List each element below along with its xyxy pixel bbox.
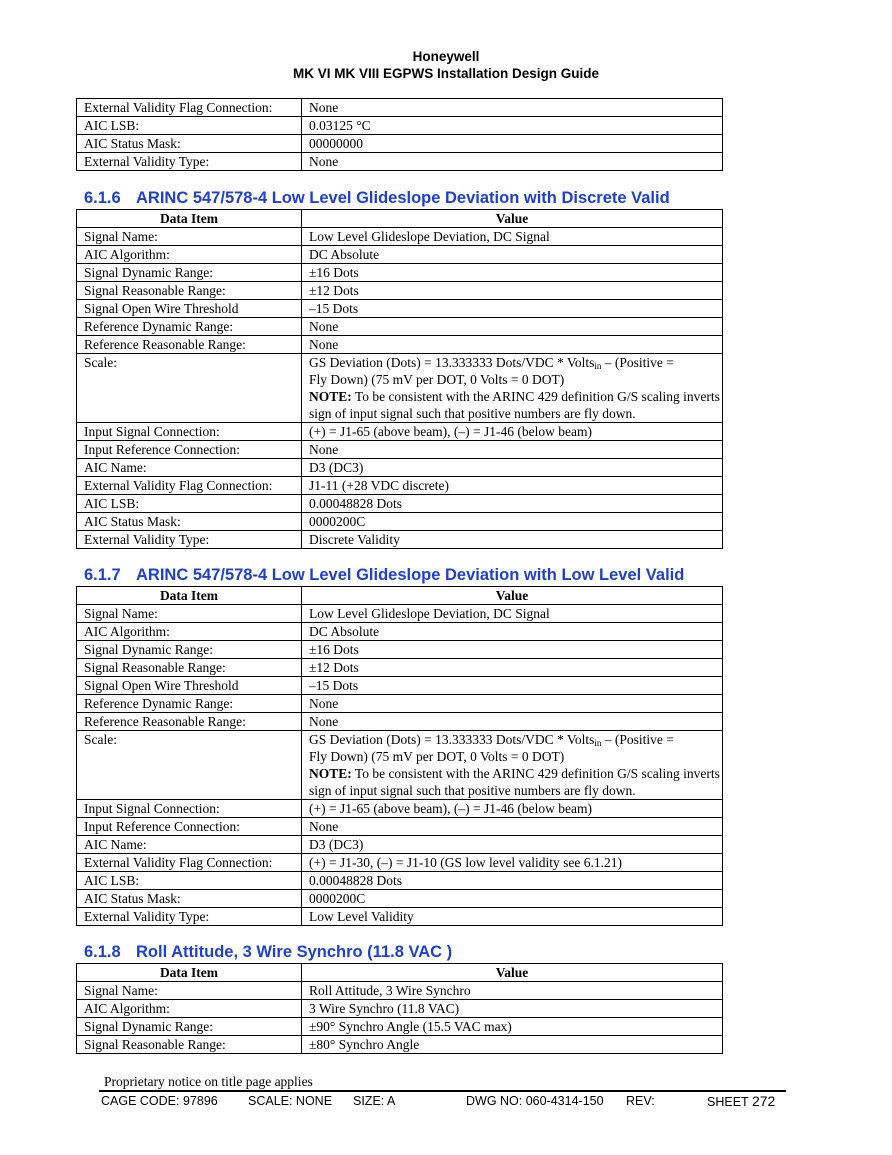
value-cell: 00000000: [302, 135, 723, 153]
value-cell: –15 Dots: [302, 677, 723, 695]
value-cell: ±12 Dots: [302, 659, 723, 677]
data-item-cell: External Validity Flag Connection:: [77, 854, 302, 872]
data-table-body: [77, 210, 723, 549]
scale-label: SCALE: NONE: [248, 1094, 333, 1108]
data-item-cell: Signal Open Wire Threshold: [77, 300, 302, 318]
scale-formula: GS Deviation (Dots) = 13.333333 Dots/VDC * Volts: [309, 355, 595, 370]
section-heading-6-1-7: [84, 565, 684, 585]
table-row: [77, 677, 723, 695]
value-cell: None: [302, 336, 723, 354]
continuation-table: [76, 98, 723, 171]
data-item-cell: Reference Dynamic Range:: [77, 318, 302, 336]
note-text: To be consistent with the ARINC 429 definition G/S scaling inverts sign of input signal such that positive numbers are fly down.: [309, 389, 720, 421]
data-item-cell: Signal Name:: [77, 982, 302, 1000]
column-header-data-item: Data Item: [77, 210, 302, 228]
table-row: [77, 1018, 723, 1036]
scale-description: Fly Down) (75 mV per DOT, 0 Volts = 0 DOT): [309, 372, 565, 387]
scale-subscript: in: [594, 361, 602, 371]
value-cell: D3 (DC3): [302, 836, 723, 854]
table-row: [77, 872, 723, 890]
data-item-cell: Signal Name:: [77, 605, 302, 623]
value-cell: Low Level Validity: [302, 908, 723, 926]
note-label: NOTE:: [309, 389, 352, 404]
value-cell: Low Level Glideslope Deviation, DC Signal: [302, 605, 723, 623]
table-row: [77, 117, 723, 135]
table-row: [77, 713, 723, 731]
section-number: 6.1.8: [84, 943, 121, 961]
scale-value-cell: [302, 731, 723, 800]
value-cell: DC Absolute: [302, 246, 723, 264]
value-cell: None: [302, 99, 723, 117]
table-row: [77, 318, 723, 336]
table-row: [77, 1036, 723, 1054]
table-row: [77, 300, 723, 318]
data-item-cell: External Validity Type:: [77, 531, 302, 549]
data-item-cell: External Validity Type:: [77, 153, 302, 171]
data-item-cell: Signal Reasonable Range:: [77, 1036, 302, 1054]
table-row-scale: [77, 731, 723, 800]
data-item-cell: AIC Status Mask:: [77, 513, 302, 531]
table-row-scale: [77, 354, 723, 423]
drawing-number: DWG NO: 060-4314-150: [466, 1094, 604, 1108]
value-cell: ±16 Dots: [302, 264, 723, 282]
value-cell: –15 Dots: [302, 300, 723, 318]
column-header-data-item: Data Item: [77, 964, 302, 982]
data-item-cell: Scale:: [77, 354, 302, 423]
data-item-cell: Reference Reasonable Range:: [77, 336, 302, 354]
column-header-value: Value: [302, 587, 723, 605]
scale-formula-end: – (Positive =: [601, 355, 674, 370]
data-item-cell: Input Reference Connection:: [77, 818, 302, 836]
value-cell: Roll Attitude, 3 Wire Synchro: [302, 982, 723, 1000]
data-table-body: [77, 964, 723, 1054]
table-row: [77, 264, 723, 282]
table-row: [77, 982, 723, 1000]
value-cell: 3 Wire Synchro (11.8 VAC): [302, 1000, 723, 1018]
footer-rule: [99, 1090, 786, 1092]
data-item-cell: Signal Dynamic Range:: [77, 641, 302, 659]
data-item-cell: AIC Status Mask:: [77, 890, 302, 908]
data-item-cell: Signal Name:: [77, 228, 302, 246]
continuation-table-body: [77, 99, 723, 171]
table-row: [77, 99, 723, 117]
revision-label: REV:: [626, 1094, 655, 1108]
table-row: [77, 495, 723, 513]
data-item-cell: AIC LSB:: [77, 872, 302, 890]
value-cell: None: [302, 695, 723, 713]
header-company: Honeywell: [412, 49, 480, 64]
value-cell: None: [302, 153, 723, 171]
data-item-cell: AIC LSB:: [77, 495, 302, 513]
table-row: [77, 836, 723, 854]
table-row: [77, 800, 723, 818]
column-header-value: Value: [302, 964, 723, 982]
data-table-body: [77, 587, 723, 926]
table-row: [77, 513, 723, 531]
value-cell: (+) = J1-65 (above beam), (–) = J1-46 (below beam): [302, 800, 723, 818]
data-item-cell: AIC LSB:: [77, 117, 302, 135]
data-item-cell: Scale:: [77, 731, 302, 800]
table-row: [77, 531, 723, 549]
scale-description: Fly Down) (75 mV per DOT, 0 Volts = 0 DOT): [309, 749, 565, 764]
value-cell: 0000200C: [302, 513, 723, 531]
size-label: SIZE: A: [353, 1094, 396, 1108]
section-title: Roll Attitude, 3 Wire Synchro (11.8 VAC ): [136, 943, 453, 961]
data-item-cell: AIC Algorithm:: [77, 246, 302, 264]
column-header-value: Value: [302, 210, 723, 228]
data-item-cell: Reference Reasonable Range:: [77, 713, 302, 731]
data-item-cell: Signal Dynamic Range:: [77, 264, 302, 282]
value-cell: None: [302, 318, 723, 336]
value-cell: (+) = J1-30, (–) = J1-10 (GS low level validity see 6.1.21): [302, 854, 723, 872]
note-label: NOTE:: [309, 766, 352, 781]
table-header-row: [77, 587, 723, 605]
cage-code: CAGE CODE: 97896: [101, 1094, 218, 1108]
section-title: ARINC 547/578-4 Low Level Glideslope Deviation with Discrete Valid: [136, 189, 670, 207]
table-row: [77, 282, 723, 300]
data-item-cell: External Validity Flag Connection:: [77, 477, 302, 495]
table-row: [77, 423, 723, 441]
table-row: [77, 459, 723, 477]
table-row: [77, 135, 723, 153]
table-header-row: [77, 210, 723, 228]
value-cell: None: [302, 818, 723, 836]
value-cell: ±90° Synchro Angle (15.5 VAC max): [302, 1018, 723, 1036]
table-row: [77, 623, 723, 641]
table-row: [77, 441, 723, 459]
section-number: 6.1.6: [84, 189, 121, 207]
table-row: [77, 641, 723, 659]
value-cell: (+) = J1-65 (above beam), (–) = J1-46 (below beam): [302, 423, 723, 441]
value-cell: ±16 Dots: [302, 641, 723, 659]
value-cell: None: [302, 713, 723, 731]
data-item-cell: Input Signal Connection:: [77, 800, 302, 818]
data-item-cell: AIC Algorithm:: [77, 1000, 302, 1018]
data-item-cell: AIC Status Mask:: [77, 135, 302, 153]
data-item-cell: AIC Name:: [77, 836, 302, 854]
data-item-cell: AIC Algorithm:: [77, 623, 302, 641]
data-item-cell: Signal Reasonable Range:: [77, 282, 302, 300]
data-table-6-1-8: [76, 963, 723, 1054]
table-row: [77, 818, 723, 836]
proprietary-notice: Proprietary notice on title page applies: [104, 1074, 313, 1089]
table-row: [77, 854, 723, 872]
data-item-cell: Signal Dynamic Range:: [77, 1018, 302, 1036]
scale-formula: GS Deviation (Dots) = 13.333333 Dots/VDC * Volts: [309, 732, 595, 747]
value-cell: J1-11 (+28 VDC discrete): [302, 477, 723, 495]
data-item-cell: External Validity Type:: [77, 908, 302, 926]
scale-subscript: in: [594, 738, 602, 748]
value-cell: 0000200C: [302, 890, 723, 908]
table-row: [77, 908, 723, 926]
sheet-number: 272: [751, 1093, 776, 1109]
value-cell: Low Level Glideslope Deviation, DC Signal: [302, 228, 723, 246]
data-item-cell: Reference Dynamic Range:: [77, 695, 302, 713]
table-row: [77, 605, 723, 623]
table-header-row: [77, 964, 723, 982]
data-item-cell: AIC Name:: [77, 459, 302, 477]
section-heading-6-1-6: [84, 188, 670, 208]
data-item-cell: Input Reference Connection:: [77, 441, 302, 459]
value-cell: ±80° Synchro Angle: [302, 1036, 723, 1054]
scale-formula-end: – (Positive =: [601, 732, 674, 747]
table-row: [77, 1000, 723, 1018]
section-number: 6.1.7: [84, 566, 121, 584]
table-row: [77, 336, 723, 354]
sheet-label: SHEET: [707, 1095, 749, 1109]
data-item-cell: Input Signal Connection:: [77, 423, 302, 441]
note-text: To be consistent with the ARINC 429 definition G/S scaling inverts sign of input signal such that positive numbers are fly down.: [309, 766, 720, 798]
header-doc-title: MK VI MK VIII EGPWS Installation Design Guide: [292, 66, 600, 81]
section-title: ARINC 547/578-4 Low Level Glideslope Deviation with Low Level Valid: [136, 566, 685, 584]
table-row: [77, 890, 723, 908]
data-item-cell: External Validity Flag Connection:: [77, 99, 302, 117]
table-row: [77, 659, 723, 677]
value-cell: 0.00048828 Dots: [302, 872, 723, 890]
sheet-indicator: [707, 1093, 775, 1109]
table-row: [77, 477, 723, 495]
value-cell: D3 (DC3): [302, 459, 723, 477]
table-row: [77, 228, 723, 246]
data-table-6-1-6: [76, 209, 723, 549]
table-row: [77, 153, 723, 171]
value-cell: Discrete Validity: [302, 531, 723, 549]
section-heading-6-1-8: [84, 942, 452, 962]
value-cell: 0.00048828 Dots: [302, 495, 723, 513]
data-table-6-1-7: [76, 586, 723, 926]
value-cell: ±12 Dots: [302, 282, 723, 300]
value-cell: DC Absolute: [302, 623, 723, 641]
data-item-cell: Signal Open Wire Threshold: [77, 677, 302, 695]
data-item-cell: Signal Reasonable Range:: [77, 659, 302, 677]
column-header-data-item: Data Item: [77, 587, 302, 605]
value-cell: None: [302, 441, 723, 459]
table-row: [77, 695, 723, 713]
scale-value-cell: [302, 354, 723, 423]
table-row: [77, 246, 723, 264]
value-cell: 0.03125 °C: [302, 117, 723, 135]
